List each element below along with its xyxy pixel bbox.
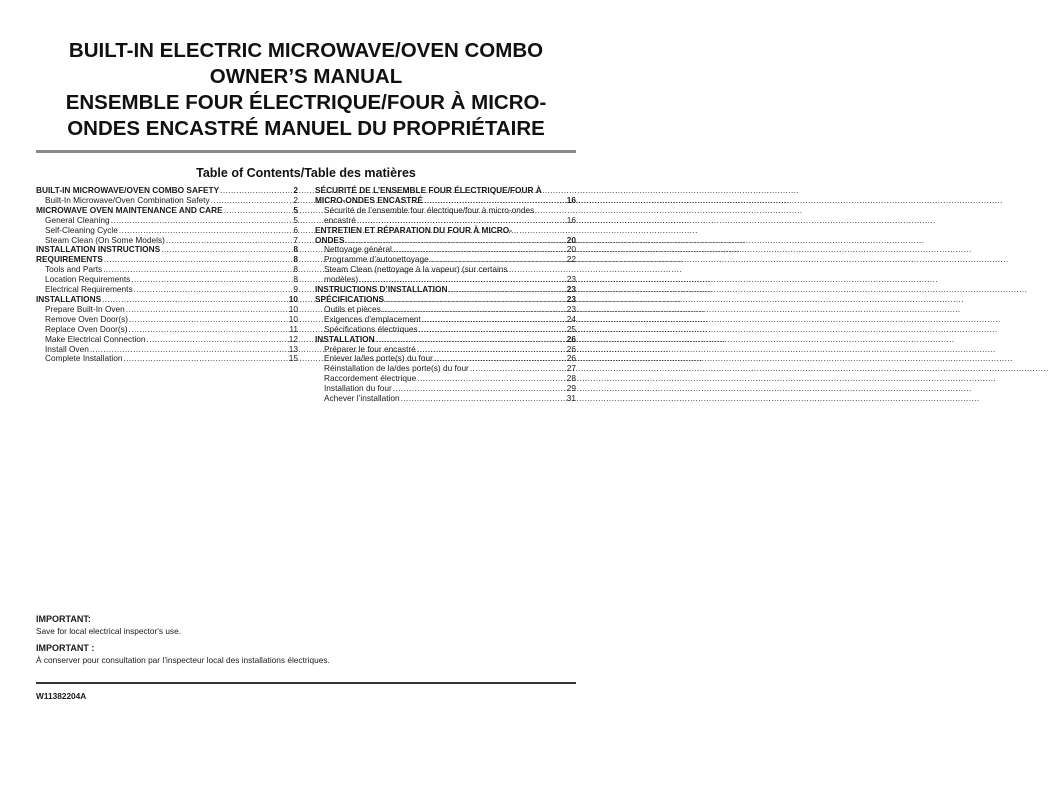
title-line-1: BUILT-IN ELECTRIC MICROWAVE/OVEN COMBO	[68, 39, 544, 62]
toc-entry-label: Réinstallation de la/des porte(s) du four	[324, 363, 469, 374]
toc-entry-label: INSTALLATION	[315, 333, 375, 344]
toc-page-number: 23	[566, 303, 576, 314]
toc-entry-label: Location Requirements	[45, 274, 131, 285]
toc-entry-label: Nettoyage général	[324, 244, 392, 255]
manual-title	[30, 38, 582, 142]
toc-entry-label: Raccordement électrique	[324, 373, 417, 384]
toc-entry-label: Prepare Built-In Oven	[45, 303, 125, 314]
toc-entry-label: Tools and Parts	[45, 264, 103, 275]
toc-entry-label: MICRO-ONDES ENCASTRÉ	[315, 194, 423, 205]
notice-heading: IMPORTANT :	[36, 643, 95, 653]
toc-entry-label: INSTALLATIONS	[36, 293, 102, 304]
toc-page-number: 10	[288, 303, 298, 314]
toc-page-number: 9	[293, 284, 298, 295]
toc-entry-text: Sécurité de l’ensemble four électrique/four à micro-ondes	[324, 204, 535, 215]
toc-page-number: 26	[566, 333, 576, 344]
toc-page-number: 25	[566, 323, 576, 334]
toc-page-number: 16	[566, 214, 576, 225]
toc-page-number: 2	[293, 194, 298, 205]
toc-page-number: 5	[293, 214, 298, 225]
toc-entry-label: REQUIREMENTS	[36, 254, 103, 265]
toc-entry-text: ENTRETIEN ET RÉPARATION DU FOUR À MICRO-	[315, 224, 512, 235]
toc-page-number: 31	[566, 393, 576, 404]
title-divider	[36, 150, 576, 153]
toc-entry-label: SPÉCIFICATIONS	[315, 293, 384, 304]
toc-entry-label: BUILT-IN MICROWAVE/OVEN COMBO SAFETY	[36, 185, 220, 195]
toc-entry-label: modèles)	[324, 274, 359, 285]
toc-page-number: 23	[566, 293, 576, 304]
toc-entry-label: INSTALLATION INSTRUCTIONS	[36, 244, 161, 255]
toc-page-number: 10	[288, 293, 298, 304]
toc-entry-label: ONDES	[315, 234, 345, 245]
toc-entry[interactable]	[36, 354, 298, 364]
notice-text: Save for local electrical inspector's use.	[36, 626, 182, 636]
dot-leader	[376, 335, 566, 345]
toc-column-french	[315, 186, 576, 404]
toc-heading: Table of Contents/Table des matières	[196, 166, 416, 180]
title-line-3: ENSEMBLE FOUR ÉLECTRIQUE/FOUR À MICRO-	[65, 91, 547, 114]
toc-entry-label: Installation du four	[324, 383, 392, 394]
toc-page-number: 16	[566, 194, 576, 205]
toc-entry-text: Steam Clean (nettoyage à la vapeur) (sur certains	[324, 264, 508, 275]
toc-entry-label: Enlever la/les porte(s) du four	[324, 353, 433, 364]
toc-page-number: 20	[566, 234, 576, 245]
toc-page-number: 8	[293, 264, 298, 275]
toc-entry-label: Replace Oven Door(s)	[45, 323, 128, 334]
toc-entry-label: Achever l’installation	[324, 393, 400, 404]
toc-page-number: 5	[293, 204, 298, 215]
toc-page-number: 24	[566, 313, 576, 324]
notice-text: À conserver pour consultation par l’inspecteur local des installations électriques.	[36, 655, 330, 665]
toc-entry-label: Préparer le four encastré	[324, 343, 416, 354]
important-notice-french	[36, 643, 576, 665]
toc-entry-label: Exigences d’emplacement	[324, 313, 421, 324]
toc-page-number: 8	[293, 244, 298, 255]
toc-entry-label: General Cleaning	[45, 214, 110, 225]
toc-page-number: 8	[293, 274, 298, 285]
toc-entry[interactable]	[315, 394, 576, 404]
toc-page-number: 12	[288, 333, 298, 344]
toc-page-number: 7	[293, 234, 298, 245]
toc-entry-label: Outils et pièces	[324, 303, 381, 314]
toc-entry-label: MICROWAVE OVEN MAINTENANCE AND CARE	[36, 204, 223, 215]
important-notice-english	[36, 614, 576, 636]
notice-heading: IMPORTANT:	[36, 614, 91, 624]
toc-column-english	[36, 186, 298, 364]
dot-leader	[147, 335, 288, 345]
document-number: W11382204A	[36, 691, 87, 701]
toc-entry-label: Programme d’autonettoyage	[324, 254, 429, 265]
toc-page-number: 27	[566, 363, 576, 374]
toc-entry-label: Install Oven	[45, 343, 89, 354]
toc-entry-label: encastré	[324, 214, 356, 225]
toc-page-number: 29	[566, 383, 576, 394]
toc-page-number: 26	[566, 353, 576, 364]
toc-entry-label: Spécifications électriques	[324, 323, 418, 334]
toc-entry-label: Built-In Microwave/Oven Combination Safety	[45, 194, 210, 205]
toc-page-number: 6	[293, 224, 298, 235]
toc-page-number: 20	[566, 244, 576, 255]
toc-entry-label: Remove Oven Door(s)	[45, 313, 128, 324]
title-line-2: OWNER’S MANUAL	[209, 65, 403, 88]
toc-entry-label: Self-Cleaning Cycle	[45, 224, 118, 235]
toc-entry[interactable]	[315, 335, 576, 345]
toc-entry-text: SÉCURITÉ DE L’ENSEMBLE FOUR ÉLECTRIQUE/FOUR À	[315, 185, 542, 195]
toc-entry[interactable]	[36, 335, 298, 345]
toc-entry-label: Complete Installation	[45, 353, 123, 364]
toc-page-number: 8	[293, 254, 298, 265]
dot-leader	[123, 354, 287, 364]
toc-page-number: 13	[288, 343, 298, 354]
toc-page-number: 23	[566, 274, 576, 285]
toc-page-number: 26	[566, 343, 576, 354]
toc-page-number: 11	[289, 323, 298, 334]
toc-page-number: 15	[288, 353, 298, 364]
dot-leader	[401, 394, 566, 404]
toc-page-number: 2	[293, 185, 298, 195]
toc-entry-label: INSTRUCTIONS D’INSTALLATION	[315, 284, 448, 295]
toc-page-number: 28	[566, 373, 576, 384]
toc-entry-label: Steam Clean (On Some Models)	[45, 234, 165, 245]
toc-entry-label: Make Electrical Connection	[45, 333, 146, 344]
title-line-4: ONDES ENCASTRÉ MANUEL DU PROPRIÉTAIRE	[67, 117, 545, 140]
toc-entry-label: Electrical Requirements	[45, 284, 133, 295]
toc-page-number: 10	[288, 313, 298, 324]
footer-divider	[36, 682, 576, 684]
toc-page-number: 23	[566, 284, 576, 295]
toc-page-number: 22	[566, 254, 576, 265]
